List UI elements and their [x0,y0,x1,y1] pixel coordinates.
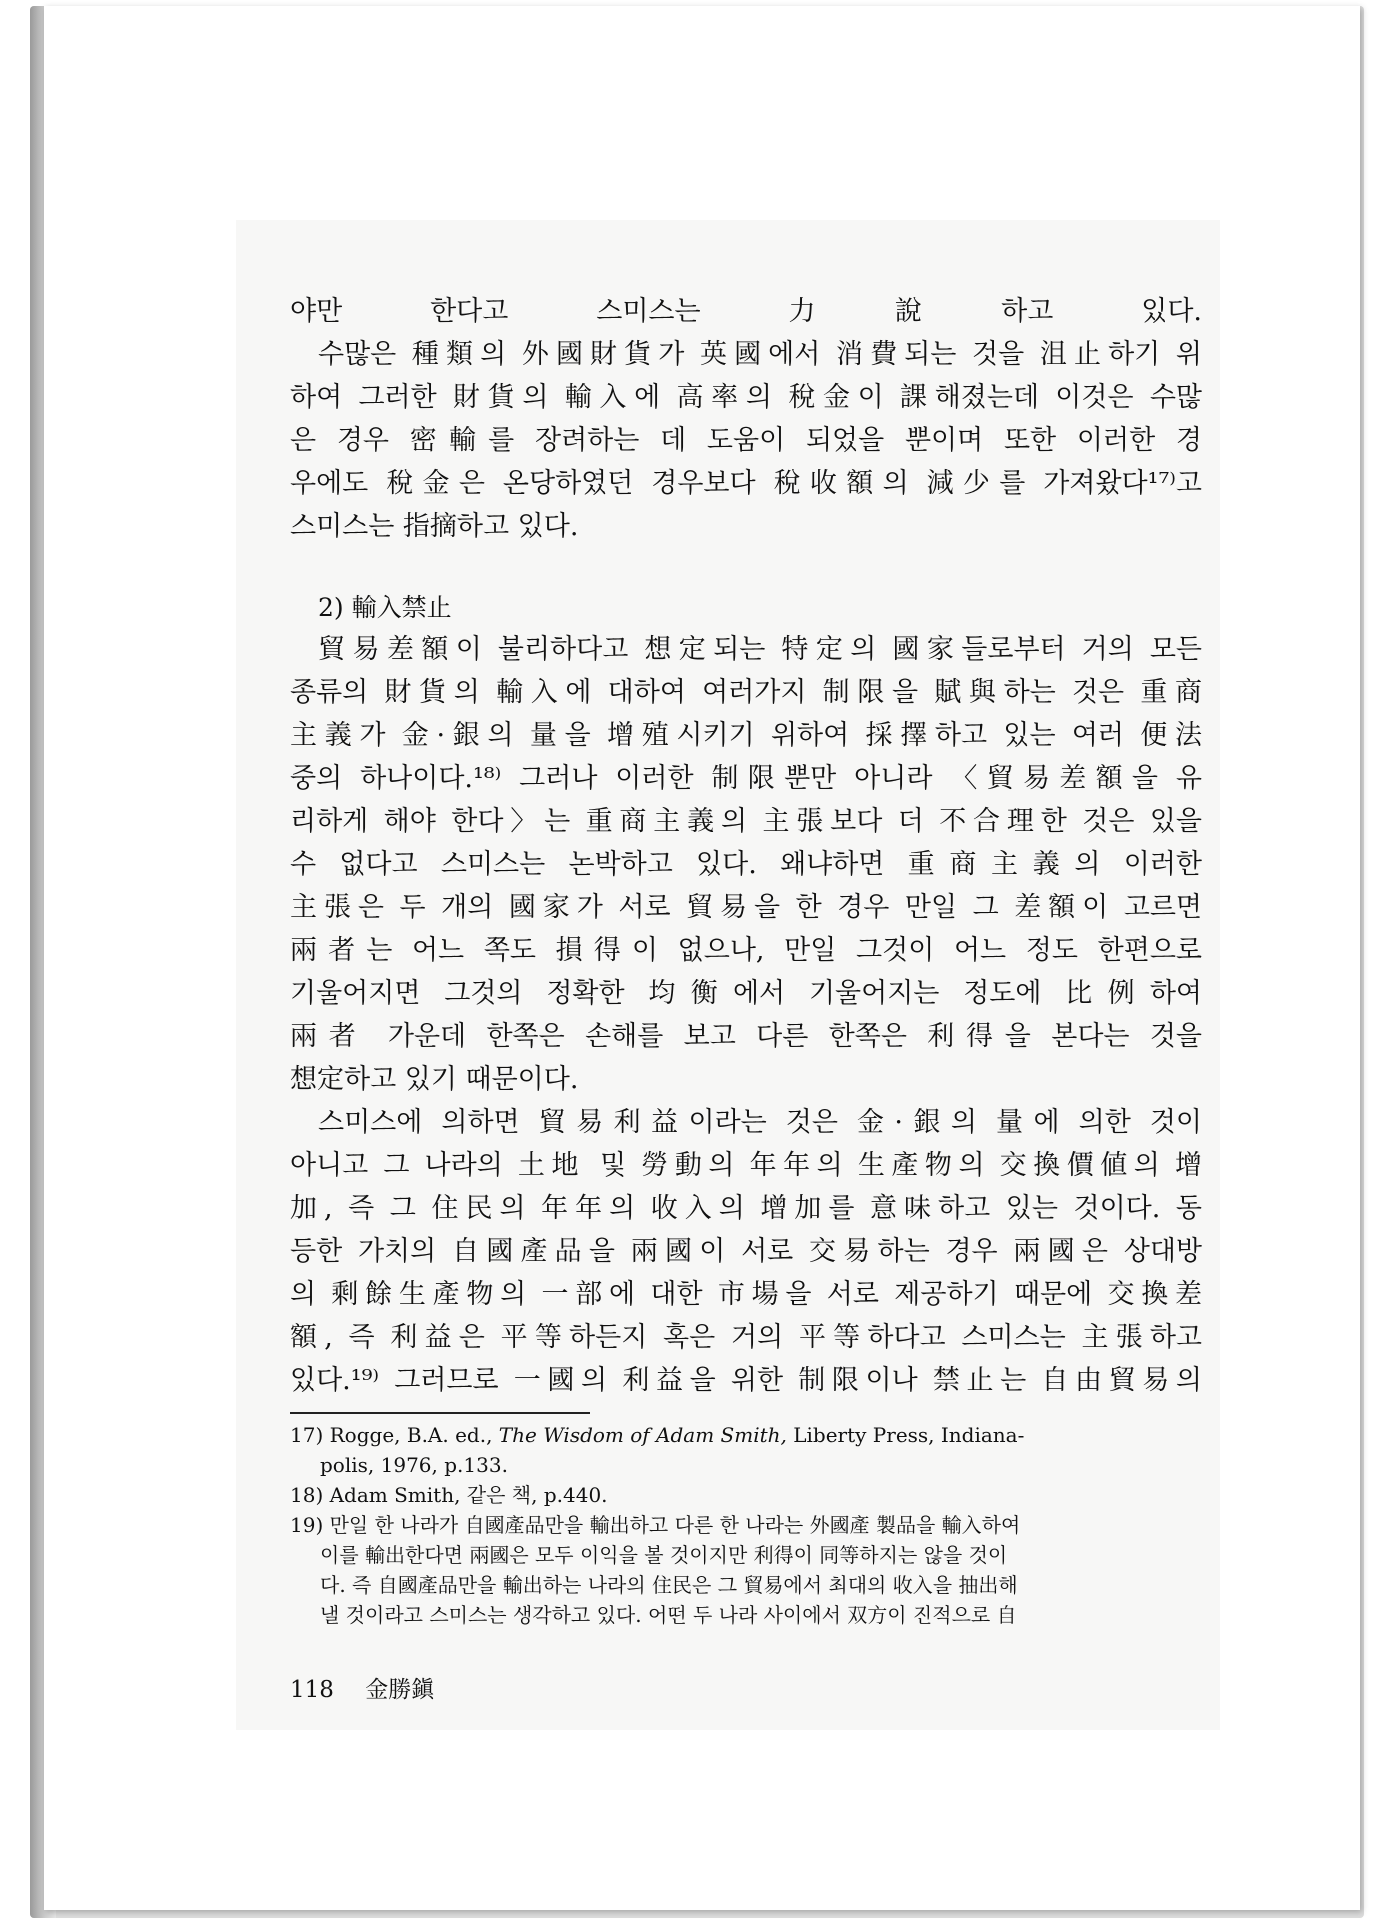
page-content [290,290,1202,1708]
footnote-17-title: The Wisdom of Adam Smith, [498,1423,787,1447]
text-line: 우에도 稅金은 온당하였던 경우보다 稅收額의 減少를 가져왔다¹⁷⁾고 [290,468,1202,499]
text-line: 主張은 두 개의 國家가 서로 貿易을 한 경우 만일 그 差額이 고르면 [290,892,1202,923]
text-line: 貿易差額이 불리하다고 想定되는 特定의 國家들로부터 거의 모든 [318,634,1202,665]
text-line: 스미스에 의하면 貿易利益이라는 것은 金·銀의 量에 의한 것이 [318,1107,1202,1138]
page-footer [290,1672,1202,1708]
footnote-17-continued: polis, 1976, p.133. [320,1453,508,1477]
page-number: 118 [290,1677,334,1703]
paragraph-import-ban [290,628,1202,1101]
footnote-19-continued: 이를 輸出한다면 兩國은 모두 이익을 볼 것이지만 利得이 同等하지는 않을 것이 [320,1543,1008,1567]
section-gap [290,548,1202,588]
text-line: 중의 하나이다.¹⁸⁾ 그러나 이러한 制限뿐만 아니라 〈貿易差額을 유 [290,763,1202,794]
footnote-19: 19) 만일 한 나라가 自國產品만을 輸出하고 다른 한 나라는 外國產 製品을 輸入하여 [290,1513,1021,1537]
footnote-17-publisher: Liberty Press, Indiana- [786,1423,1025,1447]
text-line: 종류의 財貨의 輸入에 대하여 여러가지 制限을 賦與하는 것은 重商 [290,677,1202,708]
section-heading: 2) 輸入禁止 [318,593,452,622]
text-line: 想定하고 있기 때문이다. [290,1064,579,1095]
footnote-18: 18) Adam Smith, 같은 책, p.440. [290,1483,608,1507]
footnote-17-author: 17) Rogge, B.A. ed., [290,1423,499,1447]
text-line: 야만 한다고 스미스는 力說하고 있다. [290,296,1202,327]
text-line: 기울어지면 그것의 정확한 均衡에서 기울어지는 정도에 比例하여 [290,978,1202,1009]
text-line: 수많은 種類의 外國財貨가 英國에서 消費되는 것을 沮止하기 위 [318,339,1202,370]
text-line: 등한 가치의 自國產品을 兩國이 서로 交易하는 경우 兩國은 상대방 [290,1236,1202,1267]
author-name: 金勝鎭 [365,1677,435,1703]
text-line: 있다.¹⁹⁾ 그러므로 一國의 利益을 위한 制限이나 禁止는 自由貿易의 [290,1365,1202,1396]
footnote-17 [290,1420,1202,1450]
text-line: 額, 즉 利益은 平等하든지 혹은 거의 平等하다고 스미스는 主張하고 [290,1322,1202,1353]
footnote-rule [290,1412,590,1414]
text-line: 스미스는 指摘하고 있다. [290,511,579,542]
paragraph-intro [290,290,1202,548]
text-line: 加, 즉 그 住民의 年年의 收入의 增加를 意味하고 있는 것이다. 동 [290,1193,1202,1224]
text-line: 兩者 가운데 한쪽은 손해를 보고 다른 한쪽은 利得을 본다는 것을 [290,1021,1202,1052]
text-line: 의 剩餘生產物의 一部에 대한 市場을 서로 제공하기 때문에 交換差 [290,1279,1202,1310]
footnote-19-continued: 다. 즉 自國產品만을 輸出하는 나라의 住民은 그 貿易에서 최대의 收入을 抽出해 [320,1573,1018,1597]
text-line: 兩者는 어느 쪽도 損得이 없으나, 만일 그것이 어느 정도 한편으로 [290,935,1202,966]
text-line: 수 없다고 스미스는 논박하고 있다. 왜냐하면 重商主義의 이러한 [290,849,1202,880]
text-line: 아니고 그 나라의 土地 및 勞動의 年年의 生產物의 交換價値의 增 [290,1150,1202,1181]
footnote-19-continued: 낼 것이라고 스미스는 생각하고 있다. 어떤 두 나라 사이에서 双方이 진적으로 自 [320,1603,1017,1627]
text-line: 은 경우 密輸를 장려하는 데 도움이 되었을 뿐이며 또한 이러한 경 [290,425,1202,456]
footnotes [290,1420,1202,1630]
text-line: 하여 그러한 財貨의 輸入에 高率의 稅金이 課해졌는데 이것은 수많 [290,382,1202,413]
paragraph-trade-benefit [290,1101,1202,1402]
text-line: 主義가 金·銀의 量을 增殖시키기 위하여 採擇하고 있는 여러 便法 [290,720,1202,751]
text-line: 리하게 해야 한다〉는 重商主義의 主張보다 더 不合理한 것은 있을 [290,806,1202,837]
